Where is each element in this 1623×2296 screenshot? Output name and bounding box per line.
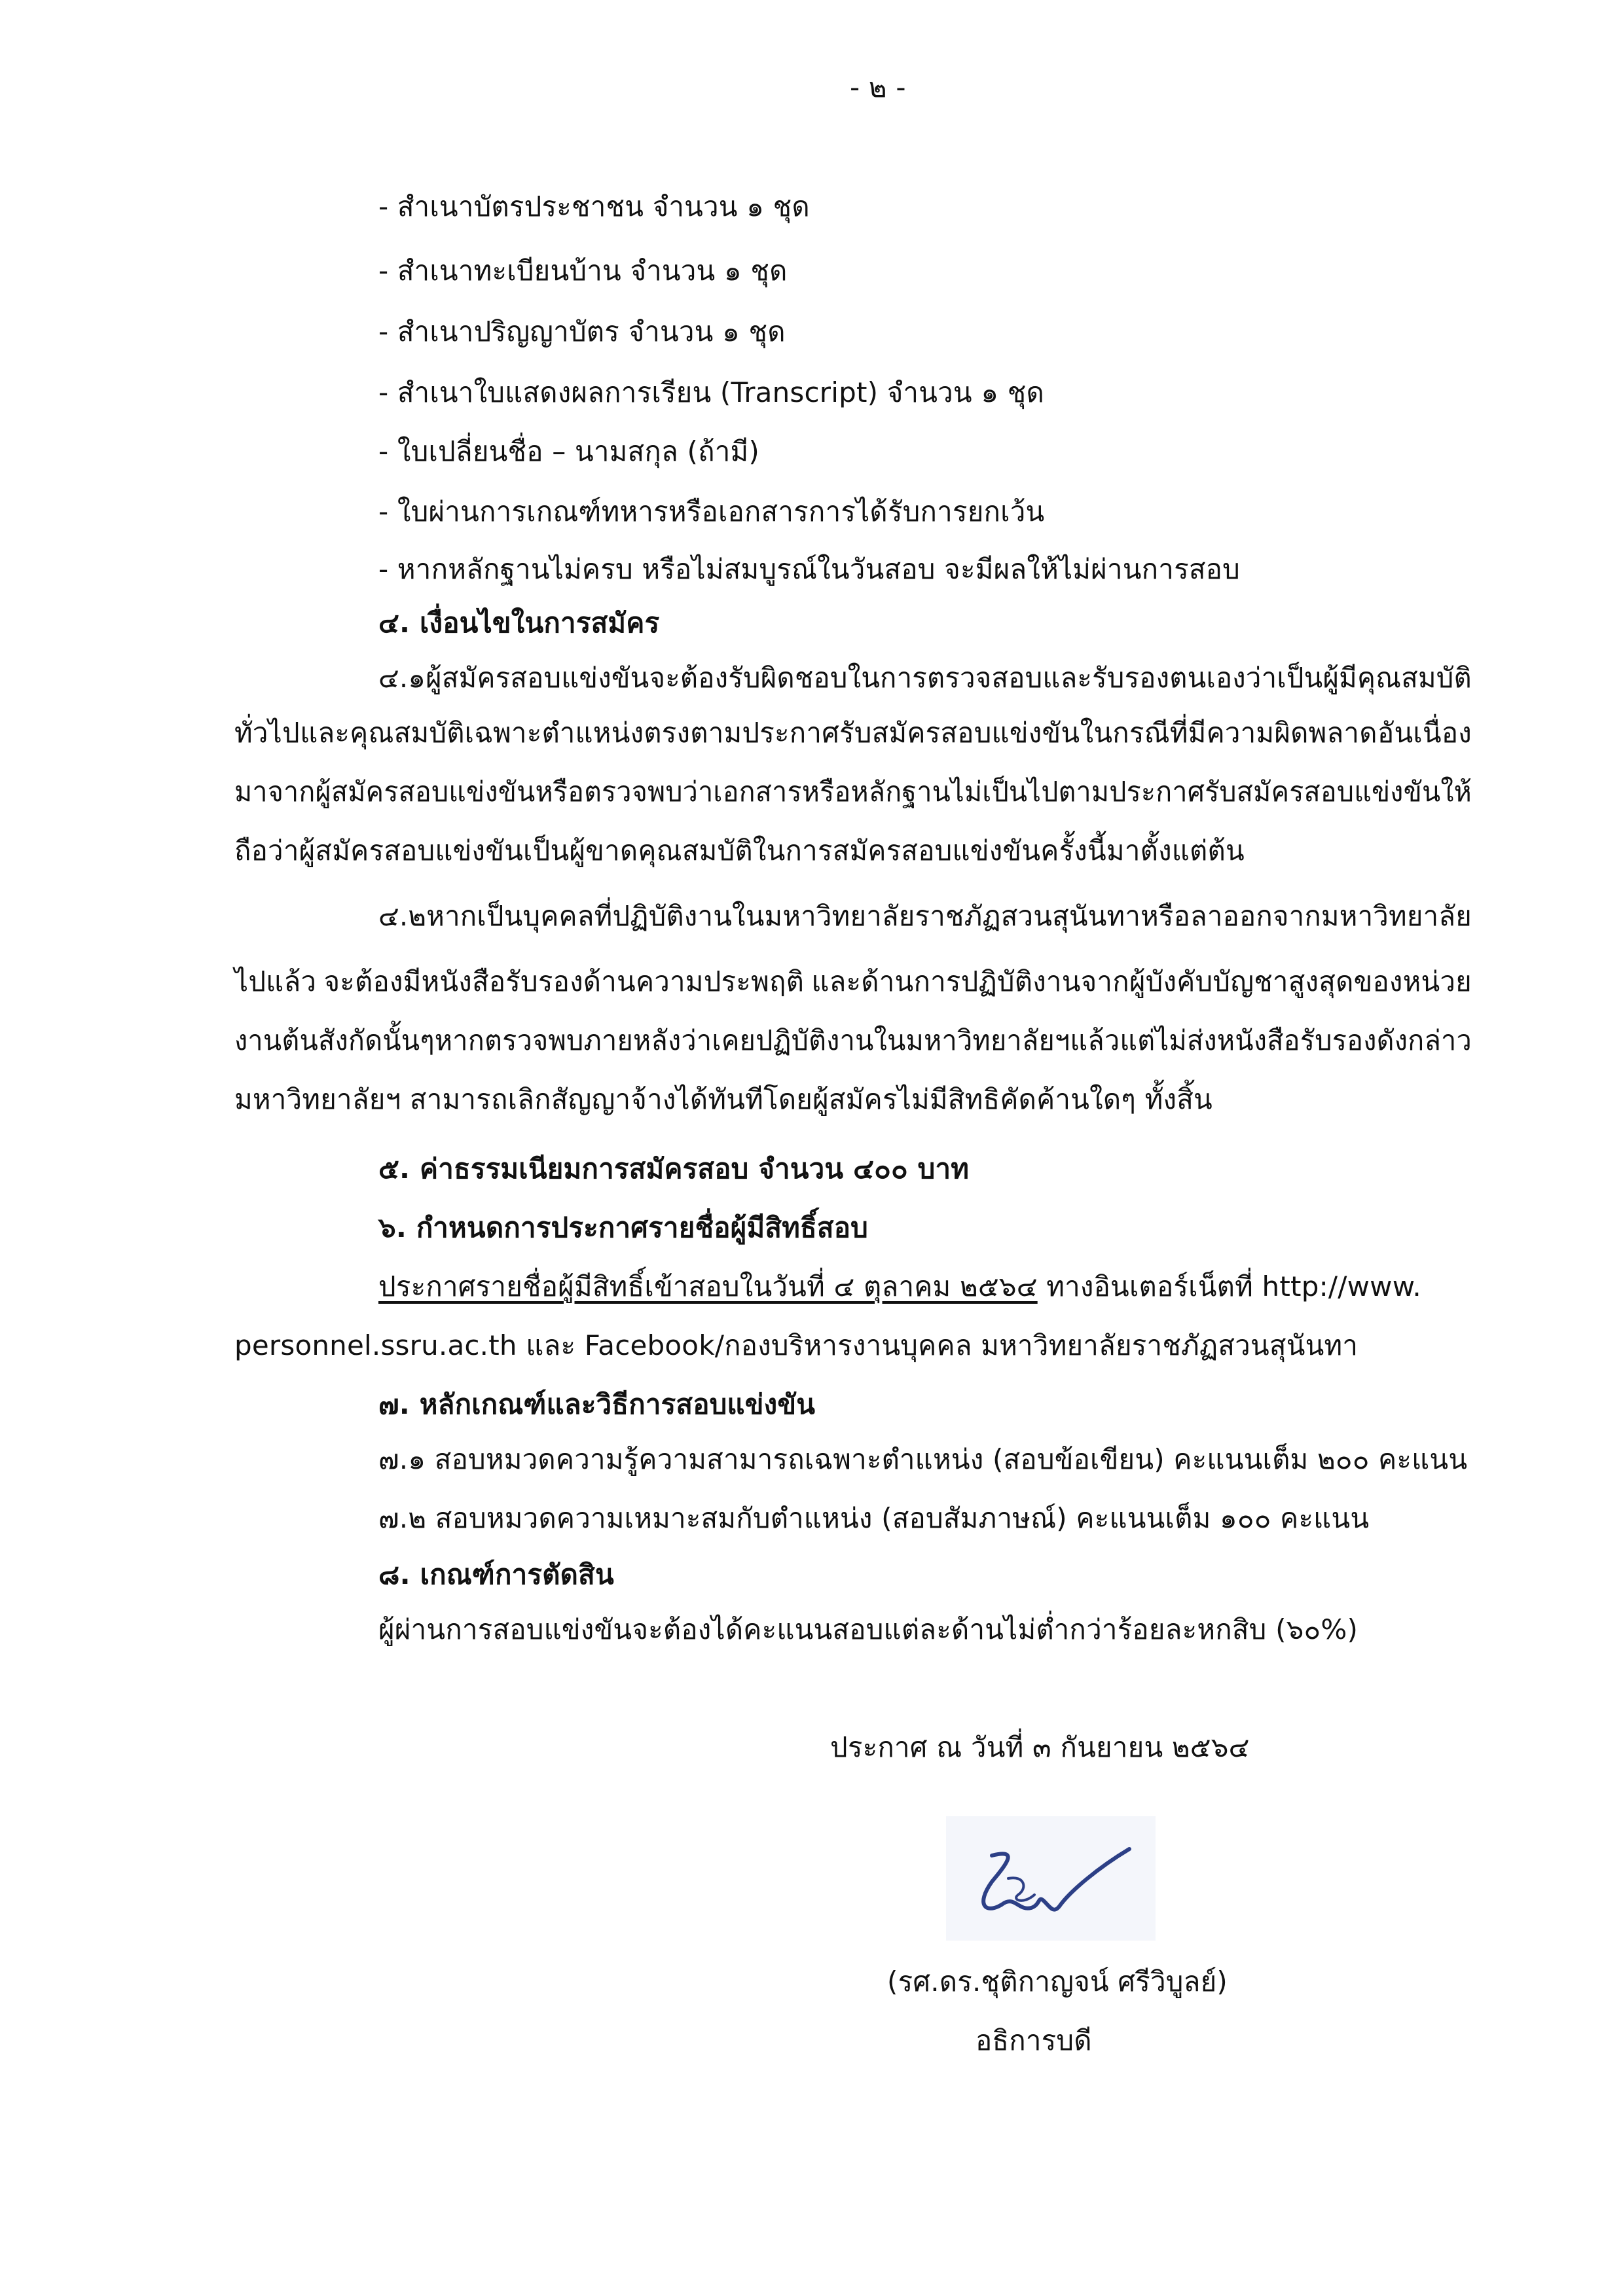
document-item: - สำเนาใบแสดงผลการเรียน (Transcript) จำนวน ๑ ชุด — [378, 376, 1044, 408]
paragraph-line: ถือว่าผู้สมัครสอบแข่งขันเป็นผู้ขาดคุณสมบัติในการสมัครสอบแข่งขันครั้งนี้มาตั้งแต่ต้น — [234, 834, 1245, 867]
section-heading: ๖. กำหนดการประกาศรายชื่อผู้มีสิทธิ์สอบ — [378, 1211, 868, 1244]
signatory-title: อธิการบดี — [976, 2024, 1092, 2056]
document-item: - ใบผ่านการเกณฑ์ทหารหรือเอกสารการได้รับการยกเว้น — [378, 495, 1045, 528]
criteria-item: ๗.๑ สอบหมวดความรู้ความสามารถเฉพาะตำแหน่ง (สอบข้อเขียน) คะแนนเต็ม ๒๐๐ คะแนน — [378, 1443, 1468, 1475]
paragraph-line: ๔.๒ หากเป็นบุคคลที่ปฏิบัติงานในมหาวิทยาลัยราชภัฏสวนสุนันทาหรือลาออกจากมหาวิทยาลัย — [378, 900, 1472, 932]
announcement-line — [378, 1267, 1421, 1306]
document-item: - สำเนาทะเบียนบ้าน จำนวน ๑ ชุด — [378, 255, 788, 287]
paragraph-line: ไปแล้ว จะต้องมีหนังสือรับรองด้านความประพฤติ และด้านการปฏิบัติงานจากผู้บังคับบัญชาสูงสุดของหน่วย — [234, 965, 1472, 997]
page-number: - ๒ - — [850, 71, 906, 103]
section-heading: ๘. เกณฑ์การตัดสิน — [378, 1558, 614, 1590]
paragraph-line: มหาวิทยาลัยฯ สามารถเลิกสัญญาจ้างได้ทันทีโดยผู้สมัครไม่มีสิทธิคัดค้านใดๆ ทั้งสิ้น — [234, 1083, 1213, 1115]
decision-criteria: ผู้ผ่านการสอบแข่งขันจะต้องได้คะแนนสอบแต่ละด้านไม่ต่ำกว่าร้อยละหกสิบ (๖๐%) — [378, 1613, 1359, 1645]
signature — [946, 1816, 1156, 1941]
announcement-date: ประกาศ ณ วันที่ ๓ กันยายน ๒๕๖๔ — [830, 1731, 1250, 1763]
document-item: - สำเนาบัตรประชาชน จำนวน ๑ ชุด — [378, 190, 810, 223]
section-heading: ๗. หลักเกณฑ์และวิธีการสอบแข่งขัน — [378, 1388, 816, 1420]
paragraph-line: งานต้นสังกัดนั้นๆ หากตรวจพบภายหลังว่าเคยปฏิบัติงานในมหาวิทยาลัยฯแล้ว แต่ไม่ส่งหนังสือรับรองดังกล่าว — [234, 1024, 1472, 1056]
document-item: - ใบเปลี่ยนชื่อ – นามสกุล (ถ้ามี) — [378, 435, 759, 467]
criteria-item: ๗.๒ สอบหมวดความเหมาะสมกับตำแหน่ง (สอบสัมภาษณ์) คะแนนเต็ม ๑๐๐ คะแนน — [378, 1502, 1370, 1534]
announcement-date-underlined: ประกาศรายชื่อผู้มีสิทธิ์เข้าสอบในวันที่ ๔ ตุลาคม ๒๕๖๔ — [378, 1270, 1038, 1302]
paragraph-line: ทั่วไป และคุณสมบัติเฉพาะตำแหน่งตรงตามประกาศรับสมัครสอบแข่งขัน ในกรณีที่มีความผิดพลาด อันเนื่อง — [234, 717, 1472, 749]
paragraph-line: ๔.๑ ผู้สมัครสอบแข่งขันจะต้องรับผิดชอบในการตรวจสอบ และรับรองตนเองว่าเป็นผู้มีคุณสมบัติ — [378, 662, 1472, 694]
section-heading: ๕. ค่าธรรมเนียมการสมัครสอบ จำนวน ๔๐๐ บาท — [378, 1153, 970, 1185]
announcement-url-line: personnel.ssru.ac.th และ Facebook/กองบริหารงานบุคคล มหาวิทยาลัยราชภัฏสวนสุนันทา — [234, 1329, 1359, 1361]
document-item: - สำเนาปริญญาบัตร จำนวน ๑ ชุด — [378, 315, 786, 348]
document-item: - หากหลักฐานไม่ครบ หรือไม่สมบูรณ์ในวันสอบ จะมีผลให้ไม่ผ่านการสอบ — [378, 553, 1240, 585]
signatory-name: (รศ.ดร.ชุติกาญจน์ ศรีวิบูลย์) — [887, 1965, 1228, 1998]
paragraph-line: มาจากผู้สมัครสอบแข่งขัน หรือตรวจพบว่าเอกสารหรือหลักฐานไม่เป็นไปตามประกาศ รับสมัครสอบแข่งขันให้ — [234, 776, 1472, 808]
section-heading: ๔. เงื่อนไขในการสมัคร — [378, 607, 660, 639]
signature-scribble — [946, 1816, 1156, 1941]
announcement-url-prefix: ทางอินเตอร์เน็ตที่ http://www. — [1037, 1270, 1421, 1302]
